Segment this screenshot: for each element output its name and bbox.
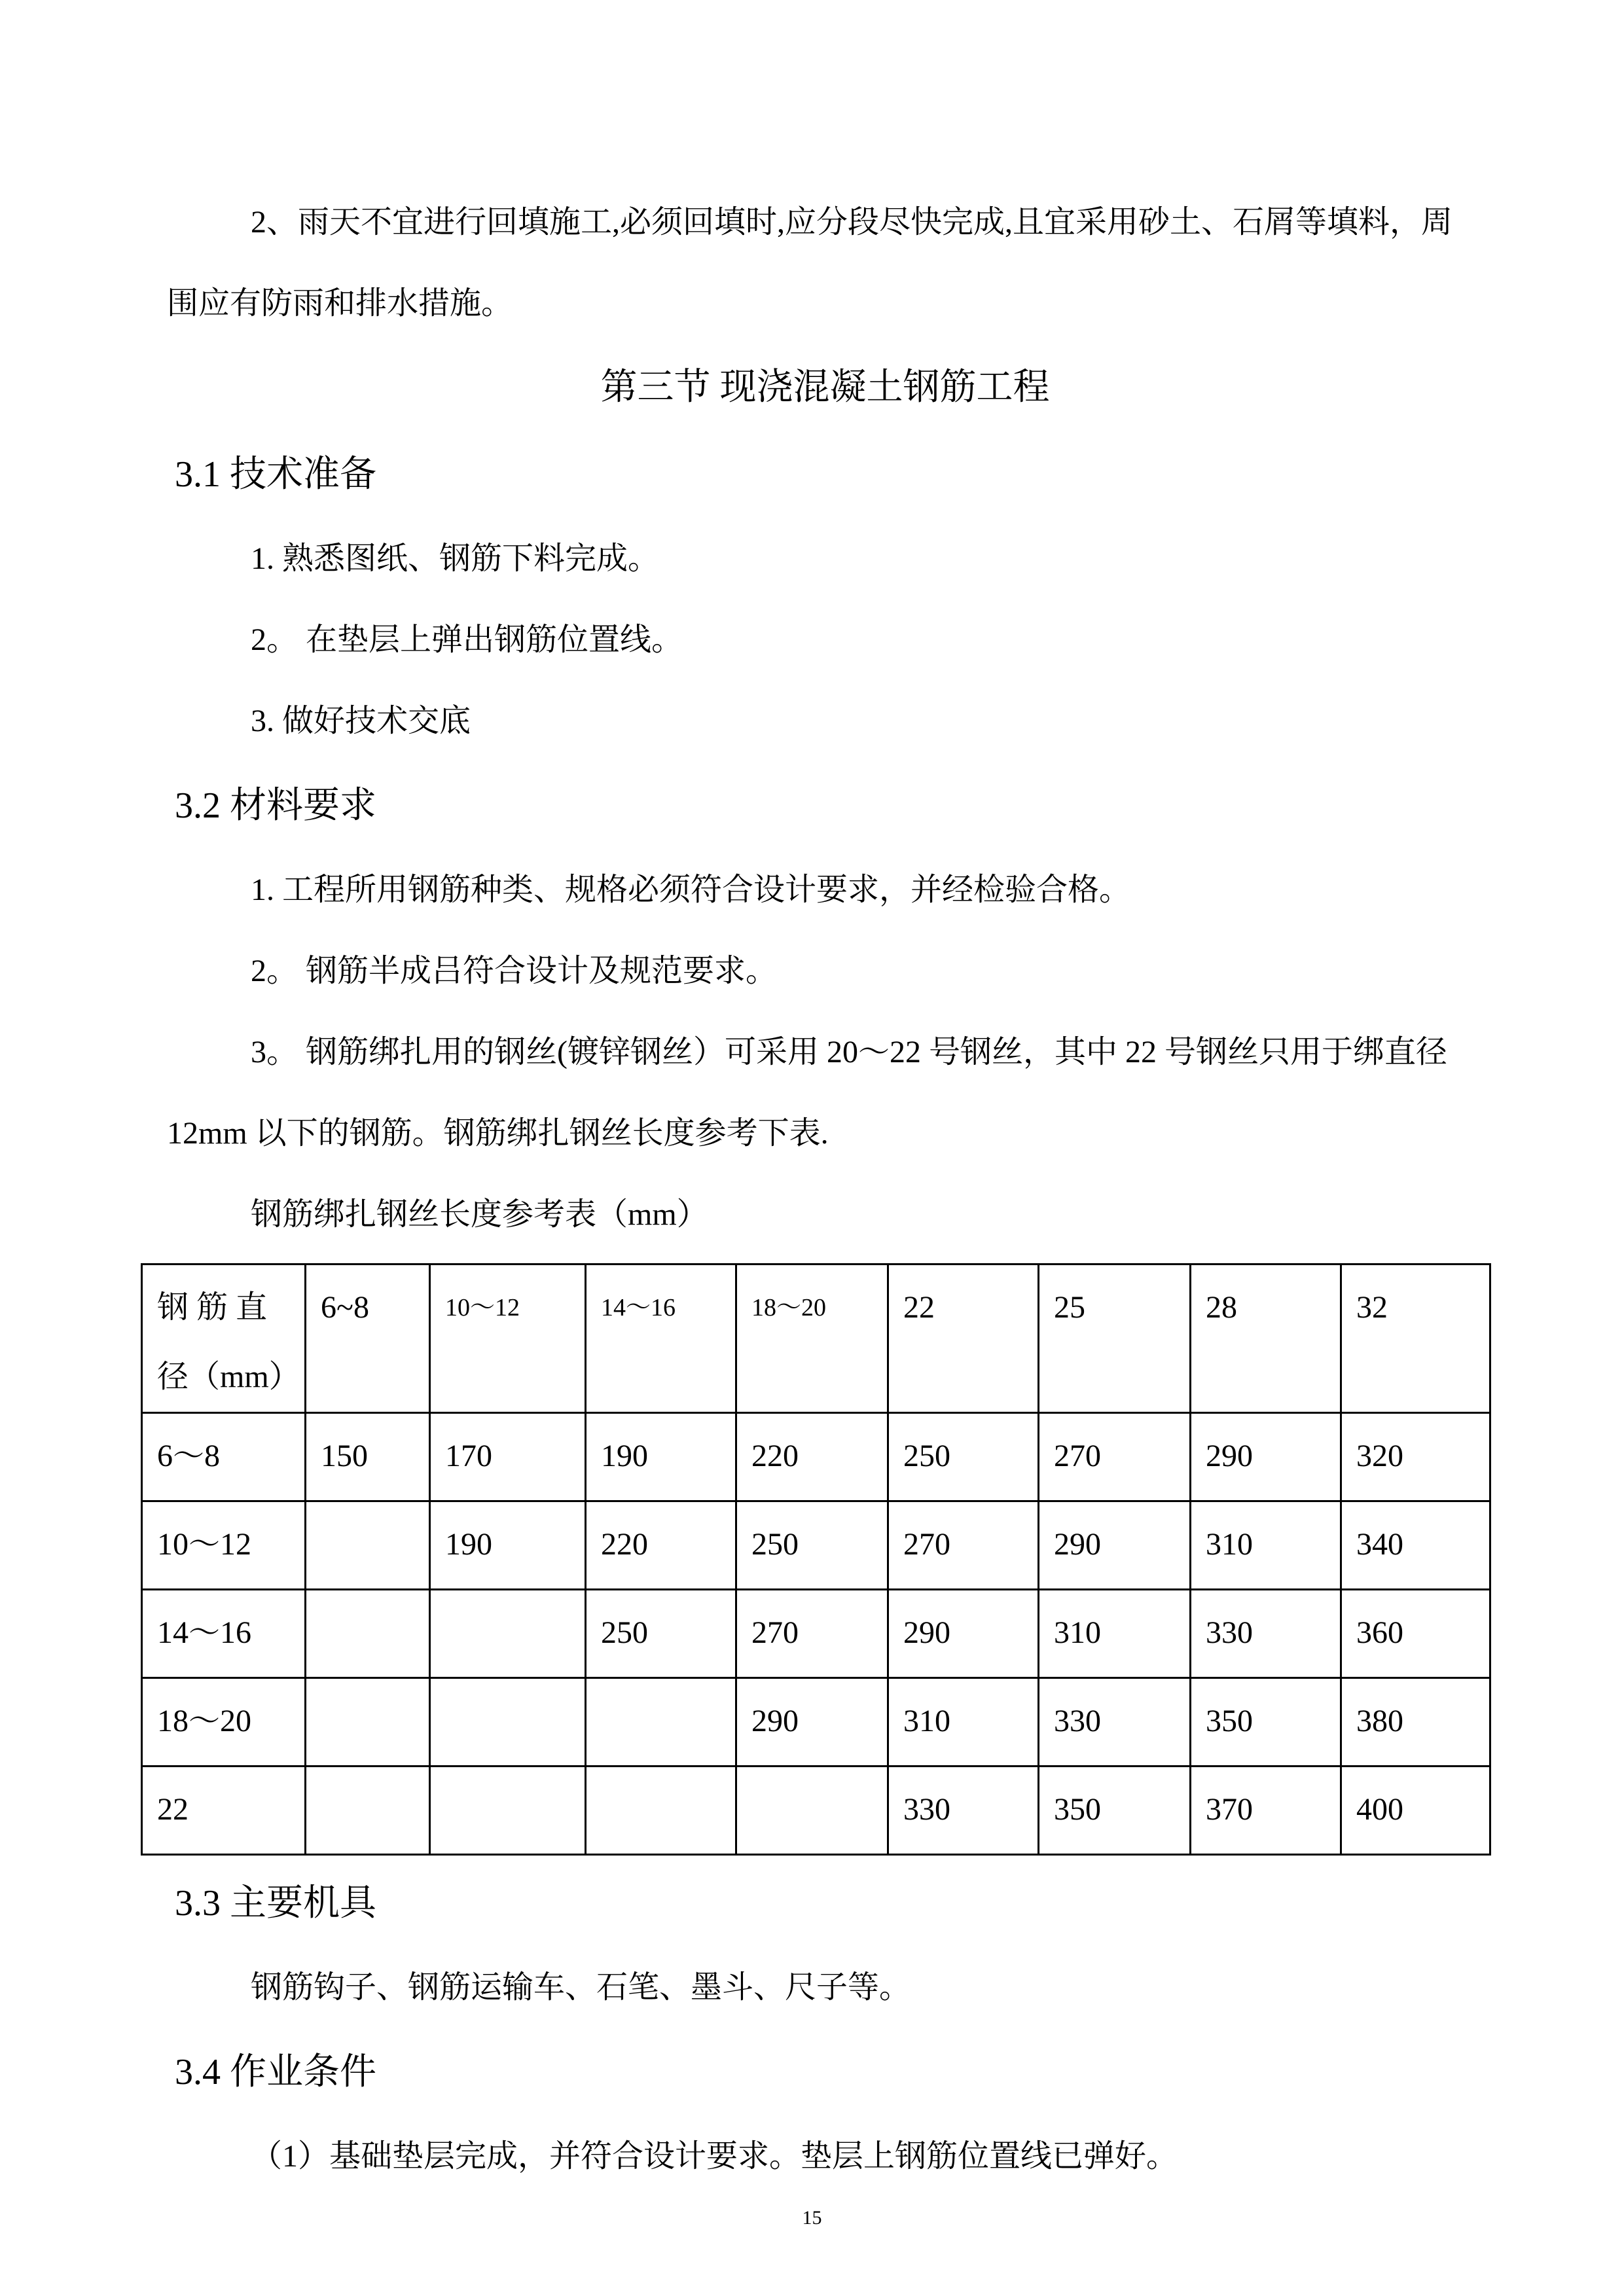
table-cell: 400 — [1341, 1767, 1490, 1855]
table-cell: 310 — [1191, 1501, 1341, 1590]
table-cell: 270 — [888, 1501, 1039, 1590]
intro-paragraph: 2、雨天不宜进行回填施工,必须回填时,应分段尽快完成,且宜采用砂土、石屑等填料，周围应有防雨和排水措施。 — [167, 205, 1453, 321]
heading-3-3: 3.3 主要机具 — [175, 1883, 376, 1924]
table-row — [142, 1767, 1490, 1855]
table-header-row — [142, 1265, 1490, 1413]
table-row — [142, 1413, 1490, 1501]
table-cell: 360 — [1341, 1590, 1490, 1678]
page-number: 15 — [802, 2207, 822, 2229]
list-item: 1. 熟悉图纸、钢筋下料完成。 — [251, 541, 660, 576]
table-cell: 350 — [1039, 1767, 1191, 1855]
table-cell — [306, 1501, 430, 1590]
table-row — [142, 1501, 1490, 1590]
heading-3-4: 3.4 作业条件 — [175, 2052, 376, 2092]
table-cell: 220 — [736, 1413, 888, 1501]
table-cell: 310 — [888, 1678, 1039, 1767]
table-cell: 330 — [888, 1767, 1039, 1855]
list-item: 3。 钢筋绑扎用的钢丝(镀锌钢丝）可采用 20～22 号钢丝，其中 22 号钢丝只用于绑直径 12mm 以下的钢筋。钢筋绑扎钢丝长度参考下表. — [167, 1035, 1447, 1151]
body-text: 钢筋钩子、钢筋运输车、石笔、墨斗、尺子等。 — [251, 1970, 911, 2005]
table-header-cell: 6~8 — [306, 1265, 430, 1413]
table-header-cell: 10～12 — [430, 1265, 586, 1413]
table-cell: 22 — [142, 1767, 306, 1855]
table-cell — [430, 1767, 586, 1855]
table-cell: 290 — [736, 1678, 888, 1767]
table-cell: 330 — [1191, 1590, 1341, 1678]
table-cell — [306, 1767, 430, 1855]
table-cell: 18～20 — [142, 1678, 306, 1767]
table-cell: 250 — [586, 1590, 736, 1678]
table-caption: 钢筋绑扎钢丝长度参考表（mm） — [251, 1197, 708, 1232]
table-cell: 150 — [306, 1413, 430, 1501]
table-cell — [736, 1767, 888, 1855]
table-header-cell: 14～16 — [586, 1265, 736, 1413]
list-item: 2。 在垫层上弹出钢筋位置线。 — [251, 622, 683, 657]
list-item: 2。 钢筋半成吕符合设计及规范要求。 — [251, 954, 778, 988]
table-cell — [430, 1678, 586, 1767]
table-cell: 330 — [1039, 1678, 1191, 1767]
table-cell: 10～12 — [142, 1501, 306, 1590]
table-cell: 290 — [1039, 1501, 1191, 1590]
table-cell: 290 — [1191, 1413, 1341, 1501]
table-row — [142, 1590, 1490, 1678]
table-cell: 190 — [430, 1501, 586, 1590]
table-cell: 310 — [1039, 1590, 1191, 1678]
table-cell: 320 — [1341, 1413, 1490, 1501]
table-cell: 340 — [1341, 1501, 1490, 1590]
table-cell: 170 — [430, 1413, 586, 1501]
table-cell: 270 — [736, 1590, 888, 1678]
table-cell: 370 — [1191, 1767, 1341, 1855]
table-cell — [586, 1678, 736, 1767]
table-cell — [430, 1590, 586, 1678]
table-cell: 350 — [1191, 1678, 1341, 1767]
table-header-cell: 28 — [1191, 1265, 1341, 1413]
table-header-cell: 32 — [1341, 1265, 1490, 1413]
table-cell: 14～16 — [142, 1590, 306, 1678]
table-cell: 250 — [736, 1501, 888, 1590]
list-item: 1. 工程所用钢筋种类、规格必须符合设计要求，并经检验合格。 — [251, 872, 1131, 907]
table-cell — [306, 1590, 430, 1678]
table-cell: 220 — [586, 1501, 736, 1590]
table-header-cell: 25 — [1039, 1265, 1191, 1413]
table-cell — [586, 1767, 736, 1855]
table-cell: 250 — [888, 1413, 1039, 1501]
table-header-cell: 钢 筋 直 径（mm） — [142, 1265, 306, 1413]
heading-3-1: 3.1 技术准备 — [175, 454, 376, 495]
list-item: 3. 做好技术交底 — [251, 704, 471, 738]
table-row — [142, 1678, 1490, 1767]
table-cell: 380 — [1341, 1678, 1490, 1767]
table-cell: 6～8 — [142, 1413, 306, 1501]
body-text: （1）基础垫层完成，并符合设计要求。垫层上钢筋位置线已弹好。 — [251, 2139, 1178, 2174]
section-heading: 第三节 现浇混凝土钢筋工程 — [600, 367, 1050, 408]
table-cell: 290 — [888, 1590, 1039, 1678]
heading-3-2: 3.2 材料要求 — [175, 785, 376, 826]
table-cell — [306, 1678, 430, 1767]
table-header-cell: 18～20 — [736, 1265, 888, 1413]
table-cell: 190 — [586, 1413, 736, 1501]
table-cell: 270 — [1039, 1413, 1191, 1501]
table-header-cell: 22 — [888, 1265, 1039, 1413]
wire-length-table — [141, 1263, 1491, 1856]
